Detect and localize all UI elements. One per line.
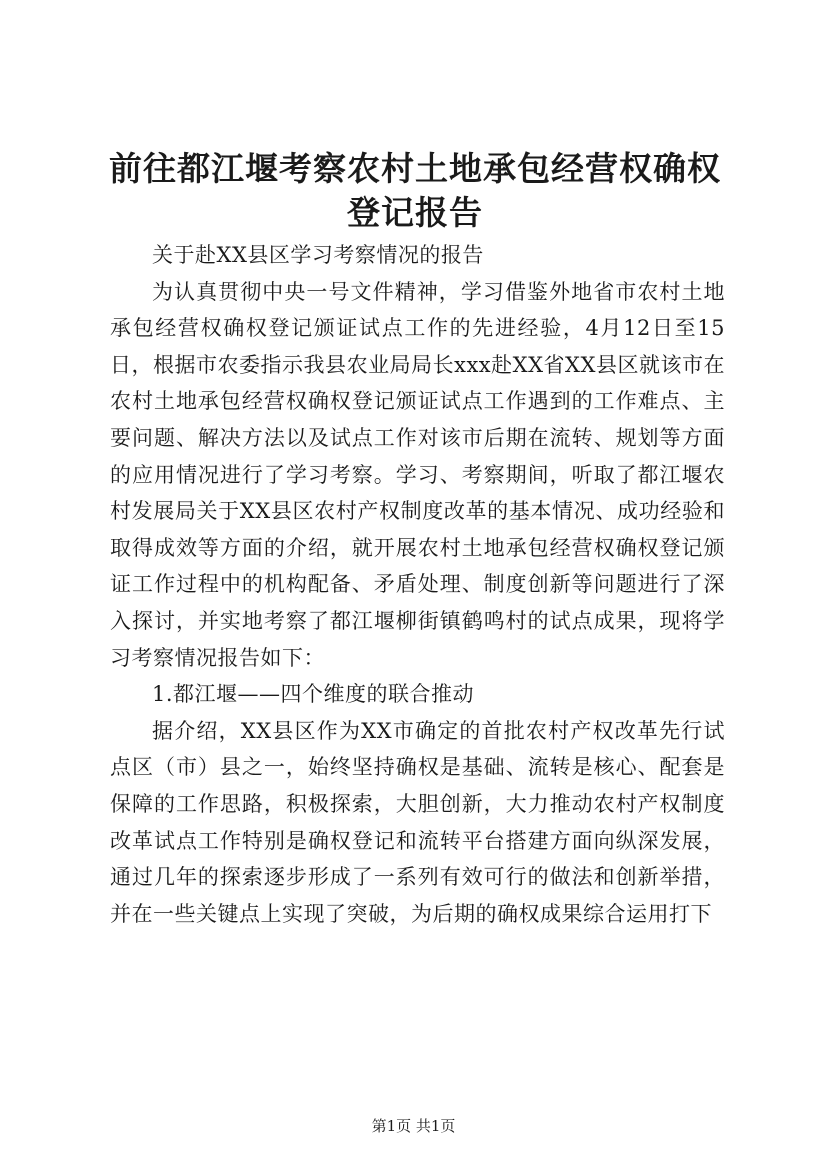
intro-paragraph: 为认真贯彻中央一号文件精神，学习借鉴外地省市农村土地承包经营权确权登记颁证试点工作的先进经验，4月12日至15日，根据市农委指示我县农业局局长xxx赴XX省XX县区就该市在农村土地承包经营权确权登记颁证试点工作遇到的工作难点、主要问题、解决方法以及试点工作对该市后期在流转、规划等方面的应用情况进行了学习考察。学习、考察期间，听取了都江堰农村发展局关于XX县区农村产权制度改革的基本情况、成功经验和取得成效等方面的介绍，就开展农村土地承包经营权确权登记颁证工作过程中的机构配备、矛盾处理、制度创新等问题进行了深入探讨，并实地考察了都江堰柳街镇鹤鸣村的试点成果，现将学习考察情况报告如下： <box>110 279 725 670</box>
section-heading-paragraph: 1.都江堰——四个维度的联合推动 <box>152 682 475 707</box>
section-body-paragraph: 据介绍，XX县区作为XX市确定的首批农村产权改革先行试点区（市）县之一，始终坚持确权是基础、流转是核心、配套是保障的工作思路，积极探索，大胆创新，大力推动农村产权制度改革试点工作特别是确权登记和流转平台搭建方面向纵深发展，通过几年的探索逐步形成了一系列有效可行的做法和创新举措，并在一些关键点上实现了突破，为后期的确权成果综合运用打下 <box>110 718 725 926</box>
document-body <box>110 237 725 932</box>
report-heading-paragraph: 关于赴XX县区学习考察情况的报告 <box>152 243 484 267</box>
document-title: 前往都江堰考察农村土地承包经营权确权登记报告 <box>109 149 721 232</box>
page-number-footer: 第1页 共1页 <box>371 1117 456 1135</box>
